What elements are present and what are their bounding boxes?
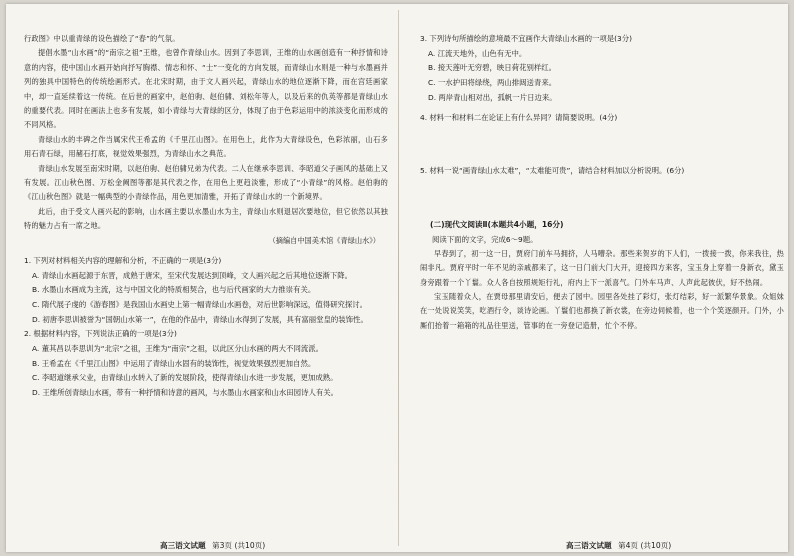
question-stem: 1. 下列对材料相关内容的理解和分析，不正确的一项是(3分)	[24, 256, 222, 266]
question-2	[24, 327, 388, 400]
footer-title: 高三语文试题	[160, 541, 206, 550]
question-option-a: A. 青绿山水画起源于东晋，成熟于唐宋，至宋代发展达到顶峰，文人画兴起之后其地位逐渐下降。	[32, 270, 353, 280]
page-divider	[398, 10, 399, 546]
question-stem: 3. 下列诗句所描绘的意境最不宜画作大青绿山水画的一项是(3分)	[420, 34, 633, 43]
footer-page-total: (共10页)	[234, 541, 266, 550]
passage-paragraph: 行政图》中以重青绿的设色描绘了“春”的气氛。	[24, 34, 180, 43]
question-option-c: C. 隋代展子虔的《游春图》是我国山水画史上第一幅青绿山水画卷，对后世影响深远，值得研究探讨。	[32, 300, 368, 310]
footer-page-total: (共10页)	[640, 541, 672, 550]
question-option-d: D. 两岸青山相对出，孤帆一片日边来。	[428, 92, 557, 102]
question-stem: 2. 根据材料内容，下列说法正确的一项是(3分)	[24, 329, 177, 339]
question-option-a: A. 董其昌以李思训为“北宗”之祖，王维为“南宗”之祖，以此区分山水画的两大不同流派。	[32, 344, 324, 354]
section-instruction: 阅读下面的文字，完成6～9题。	[432, 234, 538, 244]
right-page-column	[420, 32, 784, 333]
footer-page-number: 第3页	[211, 541, 233, 550]
question-option-c: C. 一水护田将绿绕，两山排闼送青来。	[428, 77, 557, 87]
question-option-a: A. 江流天地外，山色有无中。	[428, 48, 527, 58]
question-option-d: D. 王维所创青绿山水画，带有一种抒情和诗意的画风，与水墨山水画家和山水田园诗人有关。	[32, 387, 339, 397]
exam-sheet	[6, 4, 788, 552]
section-title: (二)现代文阅读Ⅱ(本题共4小题，16分)	[430, 219, 564, 229]
passage-source: （摘编自中国美术馆《青绿山水》）	[268, 235, 380, 245]
passage-paragraph: 青绿山水发展至南宋时期，以赵伯驹、赵伯骕兄弟为代表。二人在继承李思训、李昭道父子画风的基础上又有发展。江山秋色图、万松金阙图等都是其代表之作，在用色上更趋淡雅，形成了“小青绿”的风格。赵伯驹的《江山秋色图》就是一幅典型的小青绿作品，用色更加清雅，开拓了青绿山水的一个新境界。	[24, 163, 388, 202]
page-footer-right	[566, 540, 671, 551]
story-paragraph: 早春到了，初一这一日，贾府门前车马拥挤，人马嘈杂。那些来贺岁的下人们，一拨接一拨，你来我往，热闹非凡。贾府平时一年不见的亲戚都来了，这一日门前大门大开，迎接四方来客，宝玉身上穿着一身新衣，黛玉身旁跟着一个丫鬟。众人各自按照规矩行礼，府内上下一派喜气。门外车马声、人声此起彼伏，好不热闹。	[420, 248, 784, 287]
question-option-b: B. 接天莲叶无穷碧，映日荷花别样红。	[428, 63, 557, 73]
question-option-b: B. 王希孟在《千里江山图》中运用了青绿山水固有的装饰性，视觉效果强烈更加自然。	[32, 358, 316, 368]
footer-title: 高三语文试题	[566, 541, 612, 550]
passage-paragraph: 青绿山水的丰碑之作当属宋代王希孟的《千里江山图》。在用色上，此作为大青绿设色，色彩浓丽，山石多用石青石绿，用赭石打底，视觉效果强烈，为青绿山水之典范。	[24, 134, 388, 159]
footer-page-number: 第4页	[617, 541, 639, 550]
question-4: 4. 材料一和材料二在论证上有什么异同？请简要说明。(4分)	[420, 113, 618, 123]
page-footer-left	[160, 540, 265, 551]
question-option-c: C. 李昭道继承父业，由青绿山水转入了新的发展阶段，使得青绿山水进一步发展，更加成熟。	[32, 373, 338, 383]
question-1	[24, 254, 388, 327]
question-option-d: D. 初唐李思训被誉为“国朝山水第一”，在他的作品中，青绿山水得到了发展，具有富丽堂皇的装饰性。	[32, 314, 368, 324]
question-option-b: B. 水墨山水画成为主流，这与中国文化的特质相契合，也与后代画家的大力推崇有关。	[32, 285, 316, 295]
question-5: 5. 材料一说“画青绿山水太难”，“太难能可贵”，请结合材料加以分析说明。(6分)	[420, 165, 685, 175]
question-3	[420, 32, 784, 105]
left-page-column	[24, 32, 388, 400]
passage-paragraph: 提倡水墨“山水画”的“南宗之祖”王维，也曾作青绿山水。因到了李思训，王维的山水画创造有一种抒情和诗意的内容，使中国山水画开始向抒写胸襟、情志和怀、“士”一变化的方向发展，而青绿山水则是一种与水墨画并列的独具中国特色的传统绘画形式。在北宋时期，由于文人画兴起，青绿山水的地位逐渐下降，而在宫廷画家中，却一直延续着这一传统。在后世的画家中，赵伯驹、赵伯骕、刘松年等人，以及后来的仇英等都是青绿山水的重要代表。同时在画法上也多有发展，如小青绿与大青绿的区分，体现了由于色彩运用中的浓淡变化而形成的不同风格。	[24, 48, 388, 130]
passage-paragraph: 此后，由于受文人画兴起的影响，山水画主要以水墨山水为主，青绿山水则退居次要地位，但它依然以其独特的魅力占有一席之地。	[24, 206, 388, 231]
story-paragraph: 宝玉随着众人，在贾母那里请安后，便去了园中。园里各处挂了彩灯，张灯结彩，好一派繁华景象。众姐妹在一处说说笑笑，吃酒行令，谈诗论画。丫鬟们也都换了新衣裳，在旁边伺候着，也一个个笑逐颜开。门外，小厮们抬着一箱箱的礼品往里送，管事的在一旁登记造册，忙个不停。	[420, 291, 784, 330]
